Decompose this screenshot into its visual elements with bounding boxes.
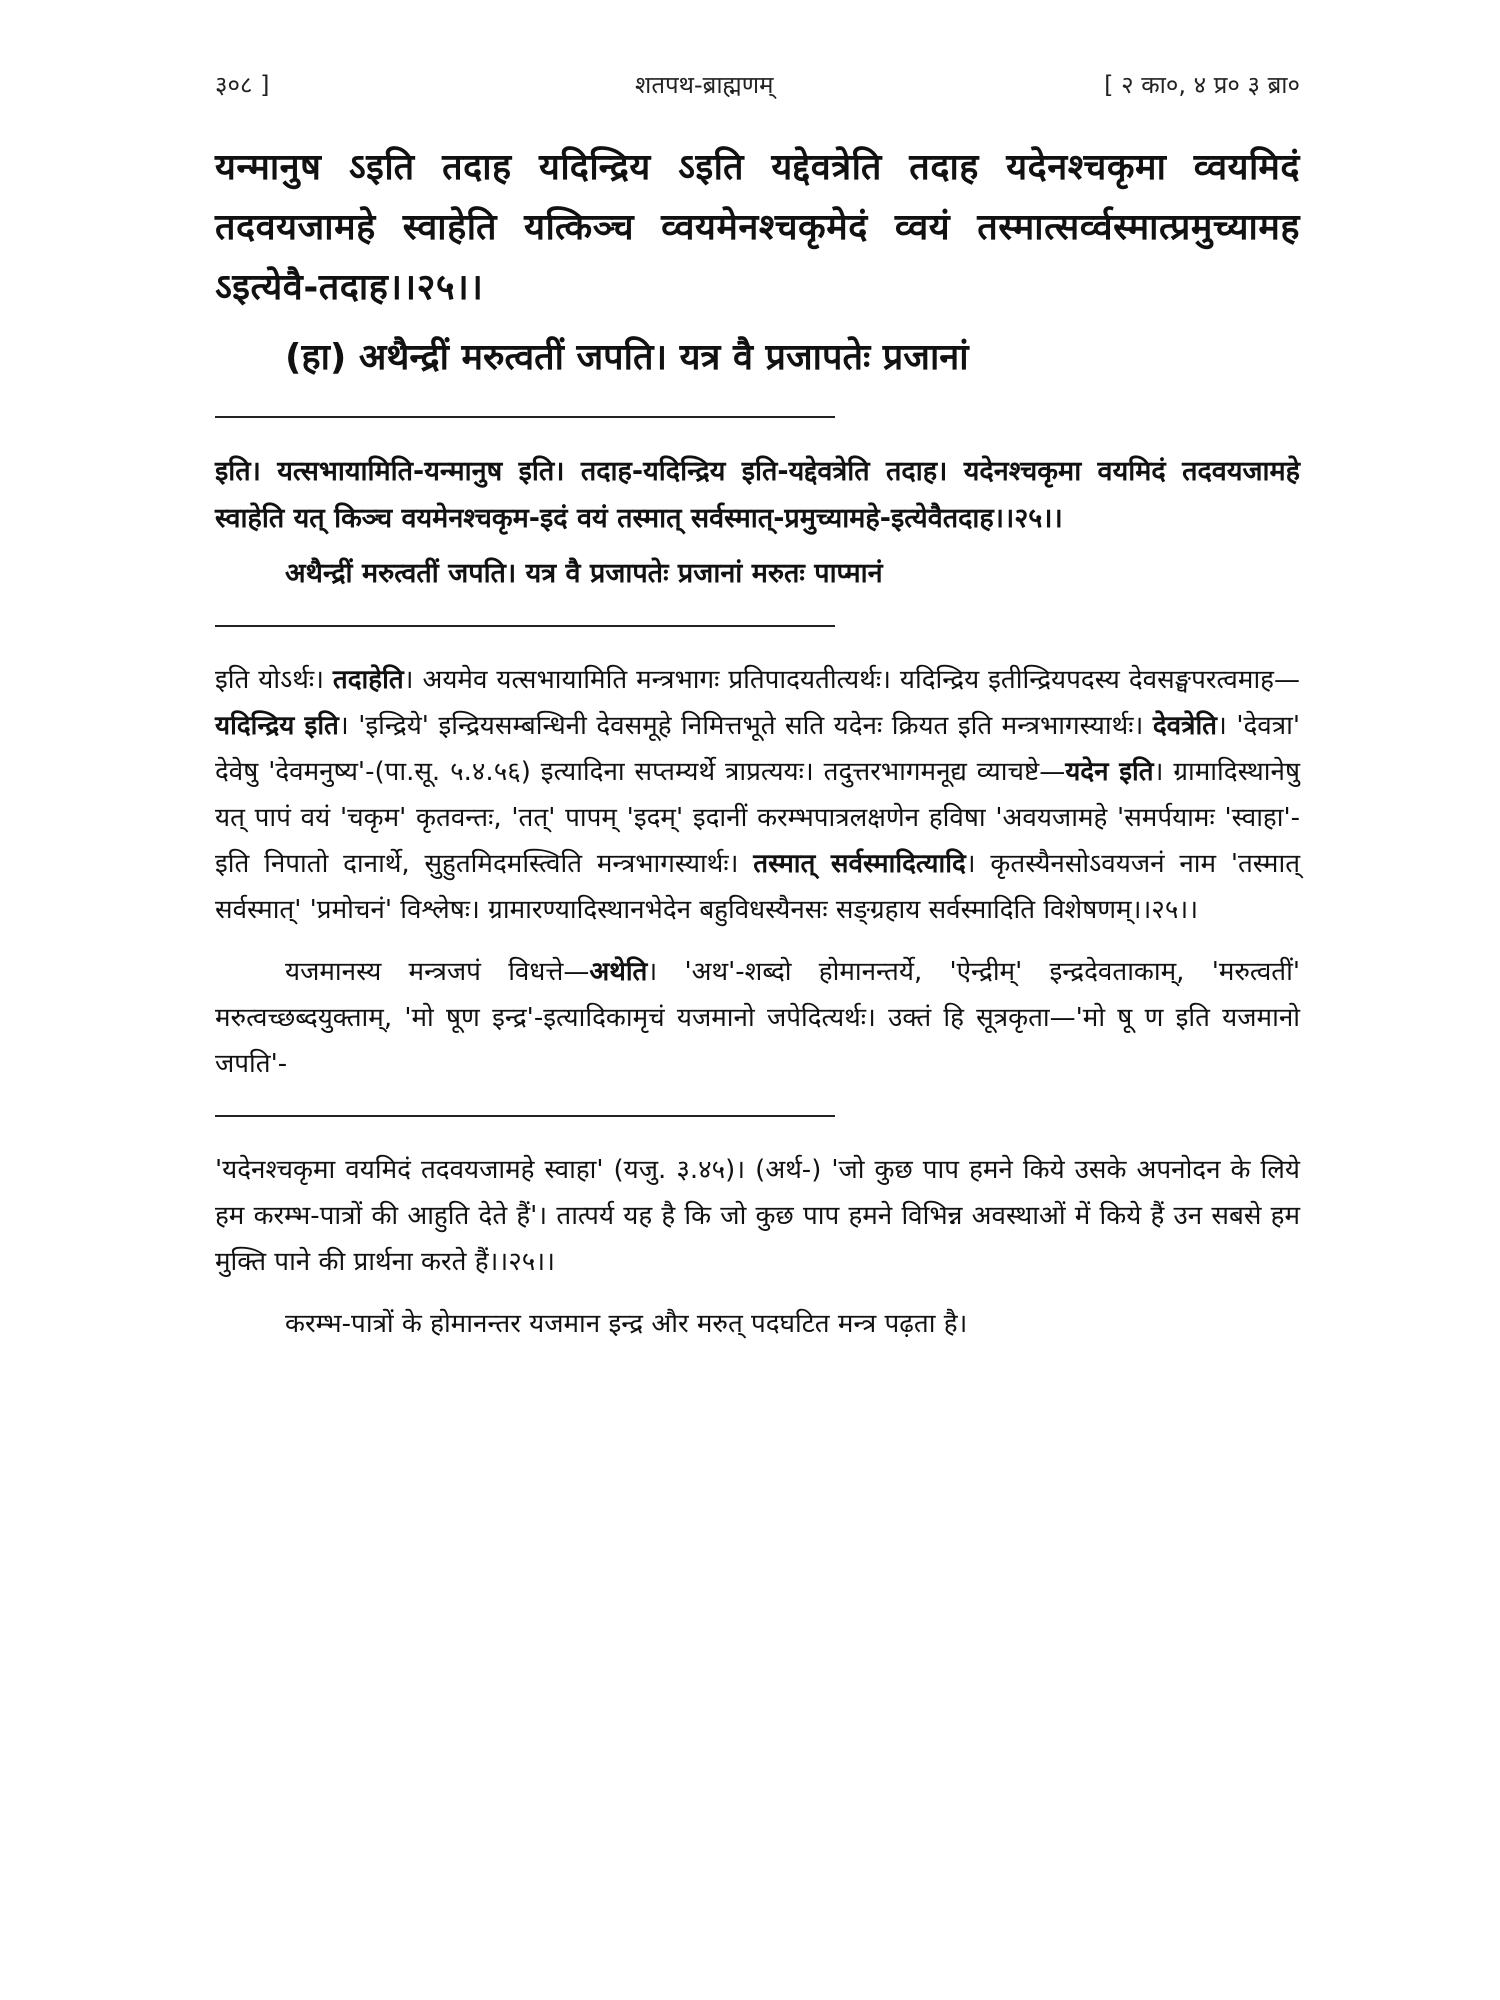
commentary-pratika: तस्मात् सर्वस्मादित्यादि	[753, 849, 966, 879]
mantra-next-line: (हा) अथैन्द्रीं मरुत्वतीं जपति। यत्र वै प्रजापतेः प्रजानां	[285, 337, 969, 378]
commentary-text: । 'इन्द्रिये' इन्द्रियसम्बन्धिनी देवसमूहे निमित्तभूते सति यदेनः क्रियत इति मन्त्रभागस्यार्थः।	[338, 711, 1153, 741]
commentary-text: यजमानस्य मन्त्रजपं विधत्ते—	[285, 957, 590, 987]
commentary-divider	[215, 625, 835, 627]
commentary-pratika: अथेति	[589, 957, 648, 987]
padapatha-next-line: अथैन्द्रीं मरुत्वतीं जपति। यत्र वै प्रजापतेः प्रजानां मरुतः पाप्मानं	[285, 558, 883, 589]
commentary-paragraph-2	[215, 949, 1300, 1087]
commentary-text: । अयमेव यत्सभायामिति मन्त्रभागः प्रतिपादयतीत्यर्थः। यदिन्द्रिय इतीन्द्रियपदस्य देवसङ्घपरत्वमाह—	[403, 665, 1300, 695]
padapatha-text: इति। यत्सभायामिति-यन्मानुष इति। तदाह-यदिन्द्रिय इति-यद्देवत्रेति तदाह। यदेनश्चकृमा वयमिदं तदवयजामहे स्वाहेति यत् किञ्च वयमेनश्चकृम-इदं वयं तस्मात् सर्वस्मात्-प्रमुच्यामहे-इत्येवैतदाह।।२५।।	[215, 456, 1300, 534]
commentary-pratika: यदिन्द्रिय इति	[215, 711, 339, 741]
commentary-pratika: देवत्रेति	[1152, 711, 1217, 741]
mantra-text: यन्मानुष ऽइति तदाह यदिन्द्रिय ऽइति यद्देवत्रेति तदाह यदेनश्चकृमा व्वयमिदं तदवयजामहे स्वाहेति यत्किञ्च व्वयमेनश्चकृमेदं व्वयं तस्मात्सर्व्वस्मात्प्रमुच्यामह ऽइत्येवै-तदाह।।२५।।	[215, 147, 1300, 308]
hindi-translation: 'यदेनश्चकृमा वयमिदं तदवयजामहे स्वाहा' (यजु. ३.४५)। (अर्थ-) 'जो कुछ पाप हमने किये उसके अपनोदन के लिये हम करम्भ-पात्रों की आहुति देते हैं'। तात्पर्य यह है कि जो कुछ पाप हमने विभिन्न अवस्थाओं में किये हैं उन सबसे हम मुक्ति पाने की प्रार्थना करते हैं।।२५।।	[215, 1155, 1300, 1277]
commentary-text: । 'अथ'-शब्दो होमानन्तर्ये, 'ऐन्द्रीम्' इन्द्रदेवताकाम्, 'मरुत्वतीं' मरुत्वच्छब्दयुक्ताम्, 'मो षूण इन्द्र'-इत्यादिकामृचं यजमानो जपेदित्यर्थः। उक्तं हि सूत्रकृता—'मो षू ण इति यजमानो जपति'-	[215, 957, 1300, 1079]
page-number: ३०८ ]	[215, 71, 270, 99]
commentary-text: । कृतस्यैनसोऽवयजनं नाम 'तस्मात् सर्वस्मात्' 'प्रमोचनं' विश्लेषः। ग्रामारण्यादिस्थानभेदेन बहुविधस्यैनसः सङ्ग्रहाय सर्वस्मादिति विशेषणम्।।२५।।	[215, 849, 1301, 925]
commentary-paragraph	[215, 657, 1300, 933]
commentary-text: । ग्रामादिस्थानेषु यत् पापं वयं 'चकृम' कृतवन्तः, 'तत्' पापम् 'इदम्' इदानीं करम्भपात्रलक्षणेन हविषा 'अवयजामहे 'समर्पयामः 'स्वाहा'-इति निपातो दानार्थे, सुहुतमिदमस्त्विति मन्त्रभागस्यार्थः।	[215, 757, 1300, 879]
translation-divider	[215, 1115, 835, 1117]
commentary-pratika: यदेन इति	[1065, 757, 1154, 787]
section-reference: [ २ का०, ४ प्र० ३ ब्रा०	[1104, 71, 1300, 99]
hindi-translation-next: करम्भ-पात्रों के होमानन्तर यजमान इन्द्र और मरुत् पदघटित मन्त्र पढ़ता है।	[285, 1309, 968, 1339]
commentary-text: । 'देवत्रा' देवेषु 'देवमनुष्य'-(पा.सू. ५.४.५६) इत्यादिना सप्तम्यर्थे त्राप्रत्ययः। तदुत्तरभागमनूद्य व्याचष्टे—	[215, 711, 1300, 787]
footnote-divider	[215, 416, 835, 418]
commentary-text: इति योऽर्थः।	[215, 665, 333, 695]
commentary-pratika: तदाहेति	[332, 665, 404, 695]
running-header	[215, 60, 1300, 100]
book-title: शतपथ-ब्राह्मणम्	[635, 71, 774, 99]
document-page	[215, 60, 1300, 1347]
